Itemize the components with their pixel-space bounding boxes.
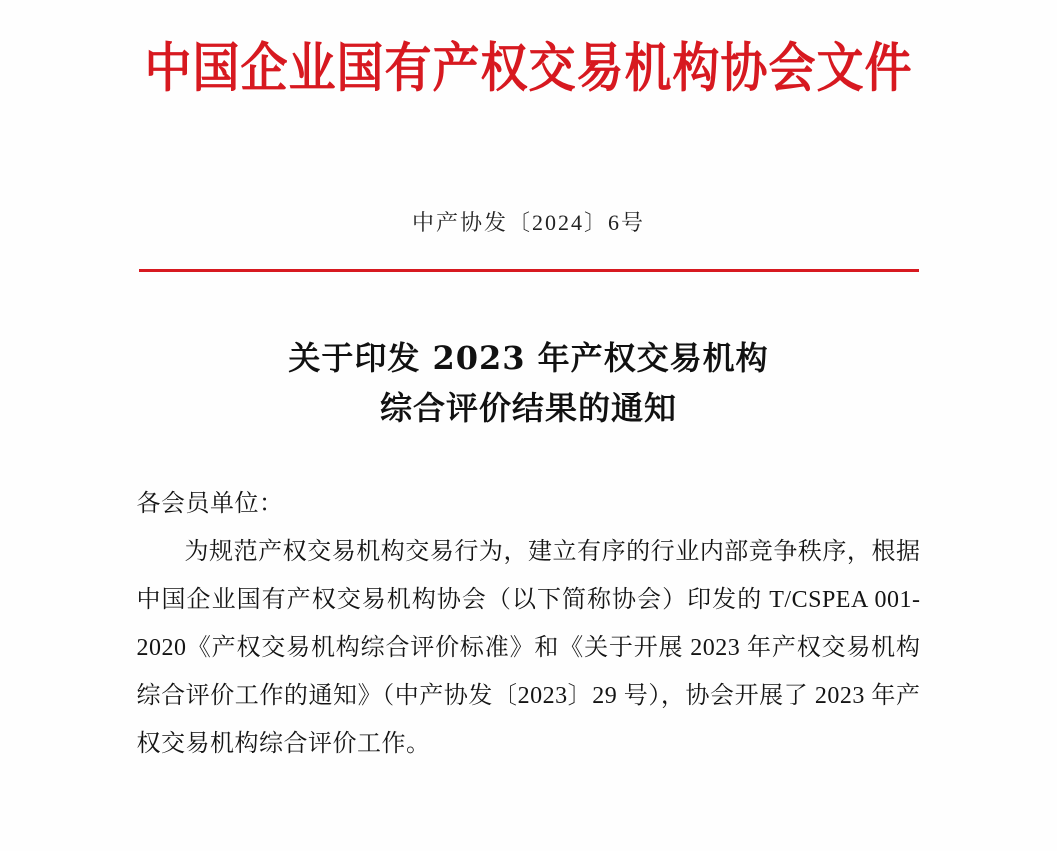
document-body [137,480,921,768]
document-number: 中产协发〔2024〕6号 [411,210,645,236]
salutation: 各会员单位： [136,490,284,517]
masthead [0,0,1057,100]
page-title [0,334,1057,433]
masthead-title: 中国企业国有产权交易机构协会文件 [144,38,913,100]
body-paragraph-1: 为规范产权交易机构交易行为，建立有序的行业内部竞争秩序，根据中国企业国有产权交易机构协会（以下简称协会）印发的 T/CSPEA 001-2020《产权交易机构综合评价标准》和《关于开展 2023 年产权交易机构综合评价工作的通知》（中产协发〔2023〕29 号），协会开展了 2023 年产权交易机构综合评价工作。 [136,538,921,757]
page-title-line-2: 综合评价结果的通知 [379,388,677,427]
red-divider-rule [139,269,919,272]
page-title-line-1: 关于印发 2023 年产权交易机构 [288,339,769,378]
